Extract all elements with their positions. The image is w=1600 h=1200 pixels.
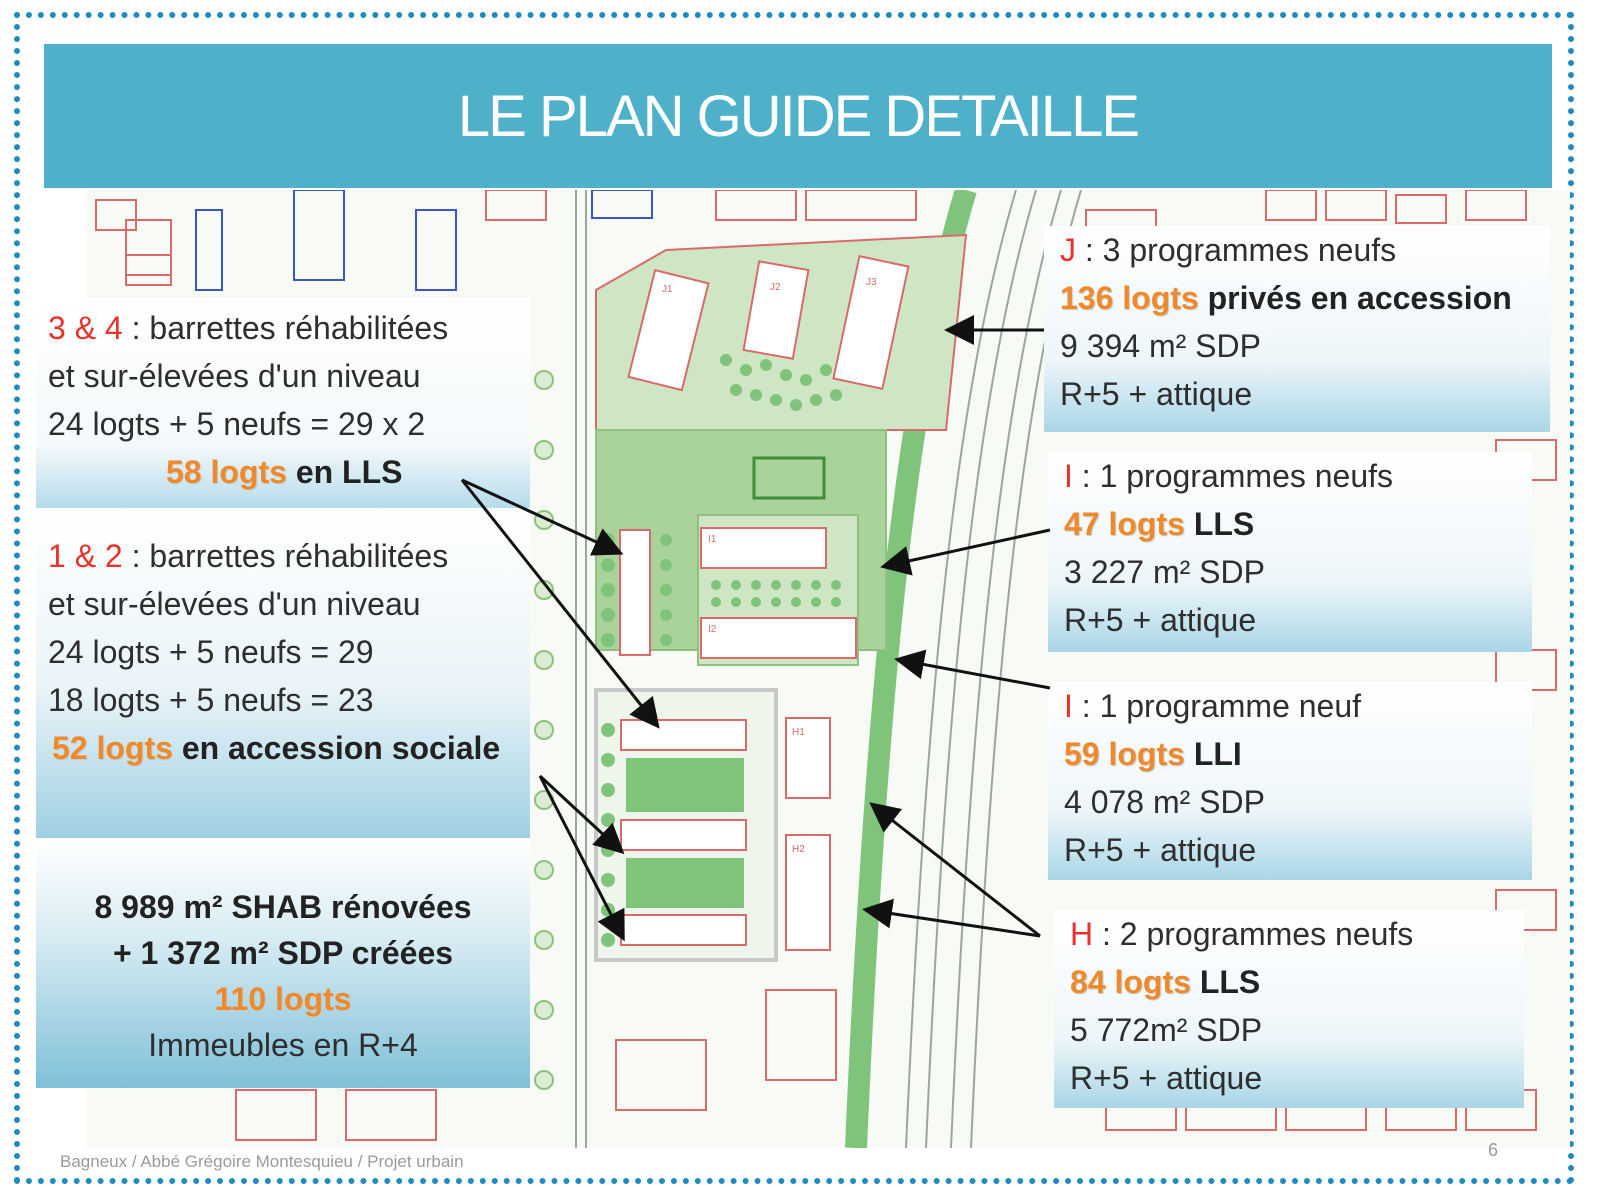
summary-line2: + 1 372 m² SDP créées: [112, 935, 454, 971]
arrow-b12-2: [540, 776, 622, 936]
i2-num: 59 logts: [1064, 736, 1185, 772]
plan-label-j1: J1: [662, 284, 673, 295]
i1-rest: LLS: [1184, 506, 1255, 542]
plan-label-j2: J2: [770, 282, 781, 293]
h-rest: LLS: [1190, 964, 1261, 1000]
tag-3-4: 3 & 4: [48, 310, 123, 346]
h-height: R+5 + attique: [1070, 1060, 1263, 1096]
b12-line2: et sur-élevées d'un niveau: [48, 586, 421, 622]
arrow-h-1: [874, 806, 1040, 936]
summary-line1: 8 989 m² SHAB rénovées: [94, 889, 472, 925]
plan-label-h1: H1: [792, 727, 805, 738]
i1-height: R+5 + attique: [1064, 602, 1257, 638]
tag-1-2: 1 & 2: [48, 538, 123, 574]
arrow-i2: [900, 660, 1050, 688]
j-line1: : 3 programmes neufs: [1076, 232, 1397, 268]
b12-line1: : barrettes réhabilitées: [122, 538, 449, 574]
plan-label-j3: J3: [866, 277, 877, 288]
tag-h: H: [1070, 916, 1094, 952]
i2-rest: LLI: [1184, 736, 1242, 772]
i1-sdp: 3 227 m² SDP: [1064, 554, 1265, 590]
tag-j: J: [1060, 232, 1076, 268]
arrow-b34-1: [462, 480, 618, 552]
footer-text: Bagneux / Abbé Grégoire Montesquieu / Projet urbain: [60, 1152, 464, 1171]
tag-i2: I: [1064, 688, 1073, 724]
i1-line1: : 1 programmes neufs: [1072, 458, 1394, 494]
b34-line1: : barrettes réhabilitées: [122, 310, 449, 346]
b34-line3: 24 logts + 5 neufs = 29 x 2: [48, 406, 426, 442]
b12-total-num: 52 logts: [52, 730, 173, 766]
page-number: 6: [1488, 1140, 1499, 1160]
j-num: 136 logts: [1060, 280, 1199, 316]
arrow-b34-2: [462, 480, 656, 724]
plan-label-h2: H2: [792, 844, 805, 855]
i2-height: R+5 + attique: [1064, 832, 1257, 868]
i2-line1: : 1 programme neuf: [1072, 688, 1362, 724]
b34-total-num: 58 logts: [166, 454, 287, 490]
b34-line2: et sur-élevées d'un niveau: [48, 358, 421, 394]
i2-sdp: 4 078 m² SDP: [1064, 784, 1265, 820]
j-rest: privés en accession: [1198, 280, 1512, 316]
j-height: R+5 + attique: [1060, 376, 1253, 412]
b12-line4: 18 logts + 5 neufs = 23: [48, 682, 374, 718]
i1-num: 47 logts: [1064, 506, 1185, 542]
h-line1: : 2 programmes neufs: [1093, 916, 1414, 952]
arrow-i1: [886, 530, 1050, 566]
b12-total-rest: en accession sociale: [172, 730, 501, 766]
arrow-b12-1: [540, 776, 620, 850]
b12-line3: 24 logts + 5 neufs = 29: [48, 634, 374, 670]
summary-line4: Immeubles en R+4: [148, 1027, 418, 1063]
slide-title: LE PLAN GUIDE DETAILLE: [457, 83, 1139, 149]
j-sdp: 9 394 m² SDP: [1060, 328, 1261, 364]
plan-label-i1: I1: [708, 534, 717, 545]
summary-total: 110 logts: [214, 981, 352, 1017]
h-num: 84 logts: [1070, 964, 1191, 1000]
b34-total-rest: en LLS: [286, 454, 403, 490]
plan-label-i2: I2: [708, 624, 717, 635]
h-sdp: 5 772m² SDP: [1070, 1012, 1263, 1048]
tag-i1: I: [1064, 458, 1073, 494]
